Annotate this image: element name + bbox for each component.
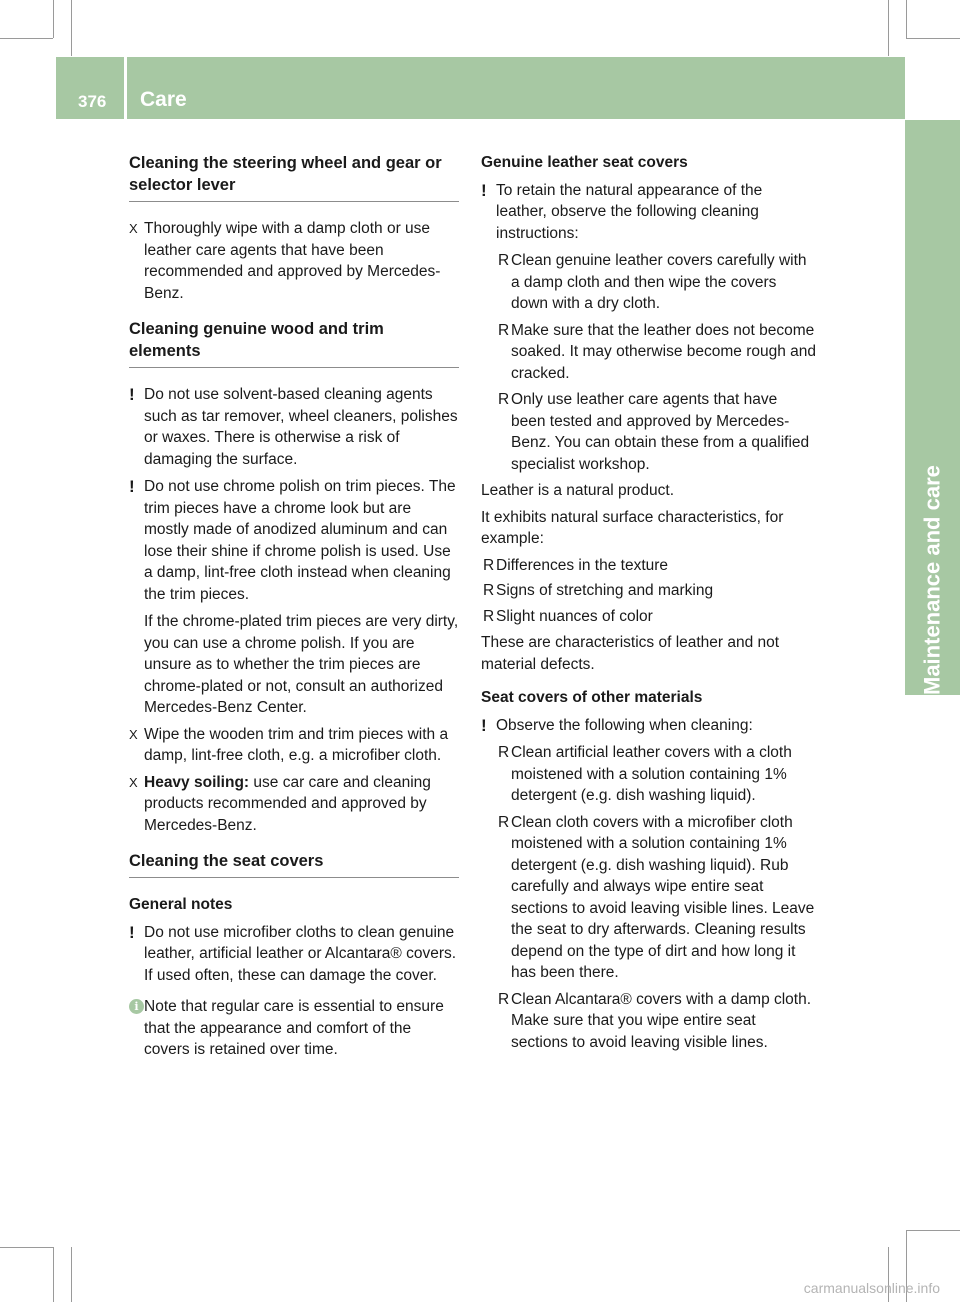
general-heading: General notes bbox=[129, 896, 233, 913]
other-bullet-list bbox=[481, 742, 816, 1053]
warning-icon: ! bbox=[129, 385, 135, 404]
left-column bbox=[129, 152, 459, 1067]
crop-mark bbox=[0, 1247, 53, 1248]
list-item: R Clean cloth covers with a microfiber cloth moistened with a solution containing 1% detergent (e.g. dish washing liquid). Rub carefully and always wipe entire seat sections to avoid leaving visible lines. Leave the seat to dry afterwards. Cleaning results depend on the type of dirt and how long it has been there. bbox=[498, 813, 815, 981]
list-item: R Clean genuine leather covers carefully with a damp cloth and then wipe the covers down with a dry cloth. bbox=[498, 252, 807, 312]
step-text: Thoroughly wipe with a damp cloth or use leather care agents that have been recommended and approved by Mercedes-Benz. bbox=[144, 220, 441, 302]
crop-mark bbox=[71, 1247, 72, 1302]
leather-bullet-list bbox=[481, 250, 816, 475]
bullet-icon: R bbox=[498, 391, 510, 408]
crop-mark bbox=[53, 0, 54, 38]
step-text: use car care and cleaning products recommended and approved by Mercedes-Benz. bbox=[144, 773, 431, 834]
leather-heading: Genuine leather seat covers bbox=[481, 154, 688, 171]
info-icon: i bbox=[129, 999, 144, 1014]
crop-mark bbox=[53, 1247, 54, 1302]
list-item: R Slight nuances of color bbox=[481, 606, 816, 628]
paragraph: Leather is a natural product. bbox=[481, 482, 675, 499]
warning-text: Do not use microfiber cloths to clean genuine leather, artificial leather or Alcantara® covers. If used often, these can damage the cover. bbox=[144, 923, 457, 984]
step-item bbox=[129, 772, 459, 837]
step-arrow-icon: X bbox=[129, 726, 138, 742]
list-item: R Clean Alcantara® covers with a damp cloth. Make sure that you wipe entire seat sections to avoid leaving visible lines. bbox=[498, 990, 812, 1051]
bullet-icon: R bbox=[498, 252, 510, 269]
watermark: carmanualsonline.info bbox=[803, 1280, 940, 1296]
bullet-icon: R bbox=[498, 813, 510, 831]
bullet-icon: R bbox=[498, 744, 510, 761]
warning-notice bbox=[481, 715, 816, 737]
other-heading: Seat covers of other materials bbox=[481, 689, 703, 706]
steering-heading: Cleaning the steering wheel and gear or selector lever bbox=[129, 152, 459, 202]
crop-mark bbox=[0, 38, 53, 39]
warning-notice bbox=[129, 384, 459, 470]
warning-icon: ! bbox=[481, 715, 487, 735]
bullet-icon: R bbox=[483, 582, 495, 599]
warning-icon: ! bbox=[481, 180, 487, 200]
crop-mark bbox=[906, 0, 907, 38]
warning-text: Do not use chrome polish on trim pieces. The trim pieces have a chrome look but are mostly made of anodized aluminum and can lose their shine if chrome polish is used. Use a damp, lint-free cloth instead when cleaning the trim pieces. bbox=[144, 478, 456, 603]
paragraph: These are characteristics of leather and not material defects. bbox=[481, 634, 780, 673]
warning-text: Do not use solvent-based cleaning agents such as tar remover, wheel cleaners, polishes or waxes. There is otherwise a risk of damaging the surface. bbox=[144, 386, 458, 468]
warning-text: Observe the following when cleaning: bbox=[496, 716, 753, 734]
info-notice bbox=[129, 996, 459, 1061]
crop-mark bbox=[888, 0, 889, 56]
crop-mark bbox=[906, 1230, 960, 1231]
bullet-icon: R bbox=[498, 321, 510, 339]
right-column bbox=[481, 152, 816, 1058]
seat-heading: Cleaning the seat covers bbox=[129, 850, 459, 878]
section-title: Care bbox=[140, 88, 187, 111]
list-item: R Clean artificial leather covers with a cloth moistened with a solution containing 1% detergent (e.g. dish washing liquid). bbox=[498, 744, 792, 804]
step-arrow-icon: X bbox=[129, 221, 138, 236]
chapter-tab-label: Maintenance and care bbox=[919, 465, 945, 695]
header-separator bbox=[124, 57, 127, 119]
info-text: Note that regular care is essential to ensure that the appearance and comfort of the covers is retained over time. bbox=[144, 998, 444, 1058]
bullet-icon: R bbox=[483, 607, 495, 625]
warning-notice bbox=[129, 476, 459, 605]
step-arrow-icon: X bbox=[129, 774, 138, 790]
natural-bullet-list bbox=[481, 555, 816, 628]
step-item bbox=[129, 218, 459, 304]
bullet-icon: R bbox=[498, 990, 510, 1008]
warning-continuation: If the chrome-plated trim pieces are very dirty, you can use a chrome polish. If you are unsure as to whether the trim pieces are chrome-plated or not, consult an authorized Mercedes-Benz Center. bbox=[144, 613, 459, 716]
warning-icon: ! bbox=[129, 922, 135, 942]
warning-icon: ! bbox=[129, 477, 135, 496]
wood-heading: Cleaning genuine wood and trim elements bbox=[129, 318, 459, 368]
bullet-icon: R bbox=[483, 556, 495, 574]
crop-mark bbox=[906, 38, 960, 39]
list-item: R Only use leather care agents that have been tested and approved by Mercedes-Benz. You can obtain these from a qualified specialist workshop. bbox=[498, 391, 810, 473]
page-number: 376 bbox=[78, 92, 107, 111]
step-text: Wipe the wooden trim and trim pieces with a damp, lint-free cloth, e.g. a microfiber cloth. bbox=[144, 725, 449, 764]
warning-text: To retain the natural appearance of the leather, observe the following cleaning instructions: bbox=[496, 181, 763, 242]
step-item bbox=[129, 724, 459, 767]
paragraph: It exhibits natural surface characteristics, for example: bbox=[481, 508, 784, 547]
list-item: R Make sure that the leather does not become soaked. It may otherwise become rough and cracked. bbox=[498, 321, 817, 382]
crop-mark bbox=[71, 0, 72, 56]
warning-notice bbox=[129, 922, 459, 987]
warning-notice bbox=[481, 180, 816, 245]
list-item: R Differences in the texture bbox=[481, 555, 816, 577]
step-bold-label: Heavy soiling: bbox=[144, 773, 250, 791]
list-item: R Signs of stretching and marking bbox=[481, 580, 816, 602]
